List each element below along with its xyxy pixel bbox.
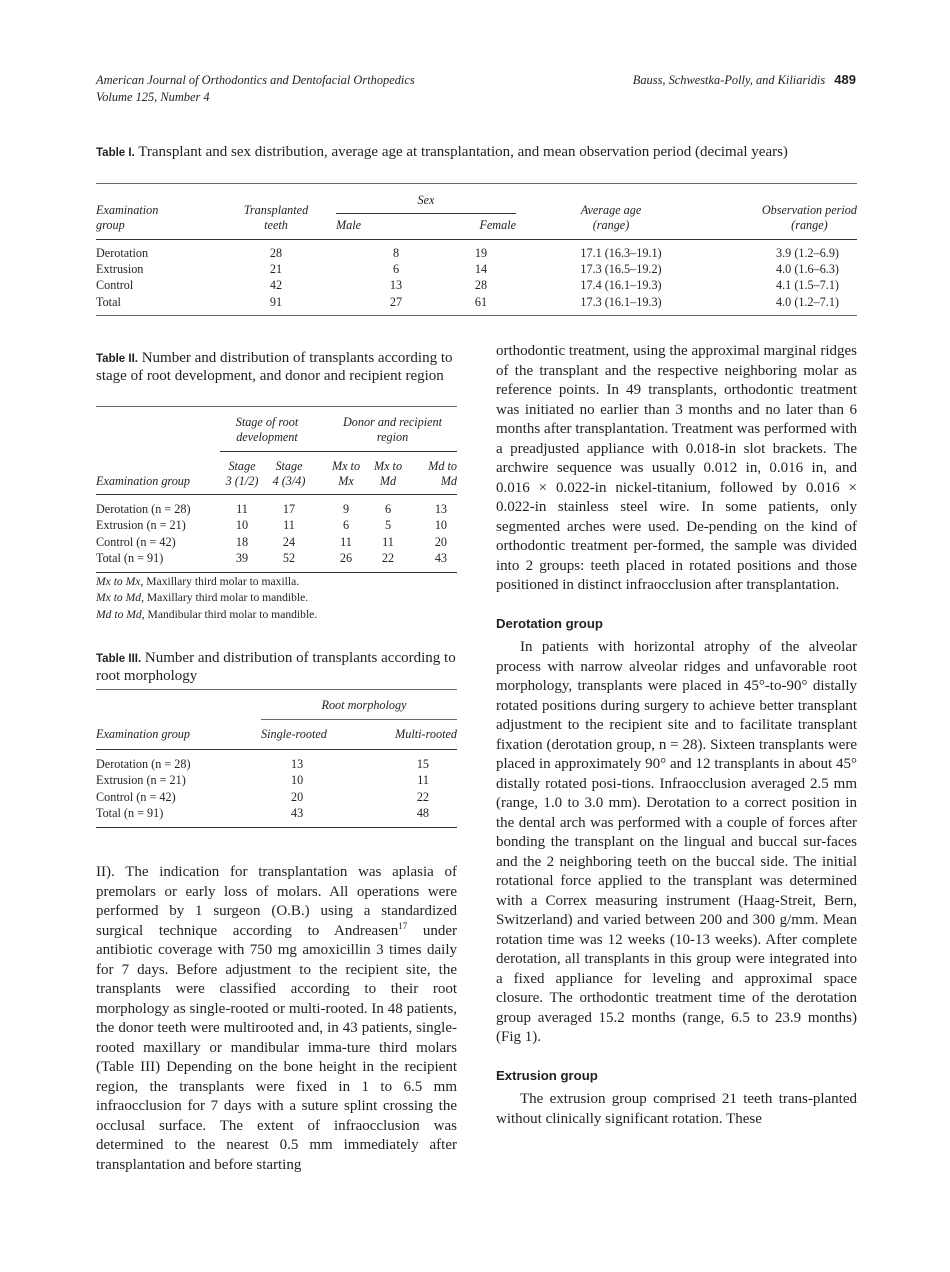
t3-header-root-morphology: Root morphology	[321, 698, 407, 712]
table-row: Extrusion (n = 21) 10 11	[96, 773, 429, 788]
page-number: 489	[834, 72, 856, 87]
table-row: Derotation (n = 28) 11 17 9 6 13	[96, 502, 447, 516]
table-row: Extrusion 21 6 14 17.3 (16.5–19.2) 4.0 (1.6–6.3)	[96, 262, 839, 277]
table2: Stage of root development Donor and recipient region Examination group Stage 3 (1/2) Stage 4 (3/4) Mx to Mx Mx to Md Md to Md Derotation (n = 28) 11 17 9 6 13 Extrusion (n = 21) 10 11 6 5 10 Control (n = 42) 18 24 11 11 20 Total (n = 91) 39 52 26 22 43	[96, 406, 457, 573]
table-row: Derotation (n = 28) 13 15	[96, 757, 429, 771]
table2-caption	[96, 350, 457, 385]
running-header-left	[96, 72, 415, 105]
table2-caption-text: Number and distribution of transplants according to stage of root development, and donor and recipient region	[96, 350, 453, 384]
table-row: Extrusion (n = 21) 10 11 6 5 10	[96, 518, 447, 533]
table-row: Total (n = 91) 43 48	[96, 805, 457, 828]
article-authors: Bauss, Schwestka-Polly, and Kiliaridis	[632, 73, 826, 87]
journal-volume: Volume 125, Number 4	[96, 89, 210, 104]
t1-header-age: Average age	[580, 203, 642, 217]
t2-header-mx-mx: Mx to	[331, 459, 361, 473]
t2-header-md-md: Md to	[428, 459, 457, 473]
table-row: Control 42 13 28 17.4 (16.1–19.3) 4.1 (1.5–7.1)	[96, 278, 839, 293]
t1-header-group: Examination	[96, 203, 159, 217]
t2-header-stage-group: Stage of root	[235, 415, 299, 429]
table3-label: Table III.	[96, 653, 142, 665]
section-heading-extrusion: Extrusion group	[496, 1067, 598, 1083]
table-row: Derotation 28 8 19 17.1 (16.3–19.1) 3.9 (1.2–6.9)	[96, 246, 839, 260]
table-row: Control (n = 42) 18 24 11 11 20	[96, 534, 447, 549]
t3-header-exam-group: Examination group	[96, 726, 190, 741]
t2-header-stage3: Stage	[228, 459, 256, 473]
table1-caption	[96, 144, 836, 162]
table3-caption	[96, 650, 457, 685]
body-paragraph: orthodontic treatment, using the approximal marginal ridges of the transplant and the respective neighboring molar as reference points. In 49 transplants, orthodontic treatment was initiated no earlier than 3 months and no later than 6 months after transplantation. Treatment was performed with a preadjusted appliance with 0.018-in slot brackets. The archwire sequence was usually 0.012 in, 0.016 in, and 0.016 × 0.022-in nickel-titanium, followed by 0.016 × 0.022-in stainless steel wire. In some patients, only segmented arches were used. De-pending on the kind of orthodontic treatment per-formed, the sample was divided into 2 groups: teeth placed in rotated positions and those positioned in distinct infraocclusion after transplantation.	[496, 343, 857, 593]
table1-caption-text: Transplant and sex distribution, average age at transplantation, and mean observation period (decimal years)	[138, 144, 788, 160]
footnote: Mx to Md, Maxillary third molar to mandible.	[96, 591, 309, 605]
table2-footnotes	[96, 574, 457, 623]
table2-label: Table II.	[96, 353, 138, 365]
t1-header-teeth: Transplanted	[243, 203, 309, 217]
t2-header-region-group: Donor and recipient	[342, 415, 443, 429]
t1-header-sex: Sex	[336, 184, 516, 214]
reference-superscript: 17	[398, 920, 408, 931]
table-row: Total 91 27 61 17.3 (16.1–19.3) 4.0 (1.2–7.1)	[96, 294, 857, 316]
left-column-text	[96, 863, 457, 1175]
section-heading-derotation: Derotation group	[496, 615, 603, 631]
t3-header-single: Single-rooted	[261, 720, 361, 750]
t2-header-stage4: Stage	[275, 459, 303, 473]
journal-title: American Journal of Orthodontics and Dentofacial Orthopedics	[96, 73, 415, 87]
body-paragraph: In patients with horizontal atrophy of the alveolar process with narrow alveolar ridges and unfavorable root morphology, transplants were placed in 45°-to-90° distally rotated positions during surgery to achieve better transplant adjustment to the recipient site and to facilitate transplant fixation (derotation group, n = 28). Sixteen transplants were placed in approximately 90° and 12 transplants in about 45° distally rotated posi-tions. Infraocclusion averaged 2.5 mm (range, 1.0 to 3.0 mm). Derotation to a correct position in the dental arch was performed with a couple of forces after bonding the transplant on the lingual and buccal sur-faces and the 2 neighboring teeth on the buccal side. The initial rotational force applied to the transplant was determined with a Correx measuring instrument (Haag-Streit, Bern, Switzerland) and varied between 200 and 300 g/mm. Mean rotation time was 12 weeks (10-13 weeks). After complete derotation, all transplants in this group were integrated into a fixed appliance for leveling and approximal space closure. The orthodontic treatment time of the derotation group averaged 15.2 months (range, 6.5 to 23.9 months) (Fig 1).	[496, 639, 857, 1045]
table-row: Total (n = 91) 39 52 26 22 43	[96, 550, 457, 573]
running-header-right	[633, 72, 856, 89]
table1-label: Table I.	[96, 147, 135, 159]
table3-caption-text: Number and distribution of transplants according to root morphology	[96, 650, 456, 684]
body-paragraph: II). The indication for transplantation was aplasia of premolars or early loss of molars. All operations were performed by 1 surgeon (O.B.) using a standardized surgical technique according to Andreasen$^{17}$ under antibiotic coverage with 750 mg amoxicillin 3 times daily for 7 days. Before adjustment to the recipient site, the transplants were classified according to their root morphology as single-rooted or multi-rooted. In 48 patients, the donor teeth were multirooted and, in 43 patients, single-rooted maxillary or mandibular imma-ture third molars (Table III) Depending on the bone height in the recipient region, the transplants were fixed in 1 to 6.5 mm infraocclusion for 7 days with a suture splint crossing the occlusal surface. The extent of infraocclusion was determined to the nearest 0.5 mm immediately after transplantation and before starting	[96, 864, 457, 1173]
t1-header-male: Male	[336, 218, 362, 232]
footnote: Md to Md, Mandibular third molar to mandible.	[96, 607, 318, 621]
t3-header-multi: Multi-rooted	[361, 720, 457, 750]
table1: Examination group Transplanted teeth Sex Average age (range) Observation period (range) Male Female Derotation 28 8 19 17.1 (16.3–19.1) 3.9 (1.2–6.9) Extrusion 21 6 14 17.3 (16.5–19.2) 4.0 (1.6–6.3) Control 42 13 28 17.4 (16.1–19.3) 4.1 (1.5–7.1) Total 91 27 61 17.3 (16.1–19.3) 4.0 (1.2–7.1)	[96, 183, 857, 316]
t2-header-mx-md: Mx to	[373, 459, 403, 473]
table-row: Control (n = 42) 20 22	[96, 789, 429, 804]
body-paragraph: The extrusion group comprised 21 teeth trans-planted without clinically significant rotation. These	[496, 1091, 857, 1127]
t1-header-obs: Observation period	[761, 203, 857, 217]
t2-header-exam-group: Examination group	[96, 474, 190, 488]
table3	[96, 689, 457, 828]
right-column-text	[496, 342, 857, 1129]
t1-header-female: Female	[479, 218, 516, 232]
footnote: Mx to Mx, Maxillary third molar to maxilla.	[96, 575, 300, 588]
